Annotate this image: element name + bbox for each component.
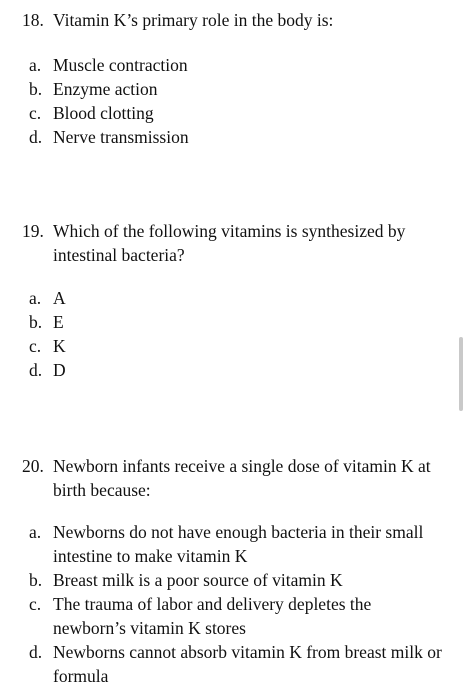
- option-text: A: [53, 288, 66, 308]
- question-text: Which of the following vitamins is synthesized by intestinal bacteria?: [53, 221, 406, 265]
- option-text: Blood clotting: [53, 103, 154, 123]
- scrollbar-thumb[interactable]: [459, 337, 463, 411]
- option-text: Nerve transmission: [53, 127, 189, 147]
- option-letter: a.: [29, 522, 42, 542]
- question-number: 18.: [22, 10, 44, 30]
- question-text: Newborn infants receive a single dose of vitamin K at birth because:: [53, 456, 431, 500]
- option-text: Newborns do not have enough bacteria in their small intestine to make vitamin K: [53, 522, 424, 566]
- option-text: The trauma of labor and delivery depletes the newborn’s vitamin K stores: [53, 594, 372, 638]
- option-letter: a.: [29, 288, 42, 308]
- option-d[interactable]: [0, 640, 468, 688]
- option-text: D: [53, 360, 66, 380]
- option-d[interactable]: [0, 125, 468, 149]
- option-letter: d.: [29, 127, 43, 147]
- option-letter: c.: [29, 336, 42, 356]
- option-text: E: [53, 312, 64, 332]
- option-d[interactable]: [0, 358, 468, 382]
- option-letter: d.: [29, 642, 43, 662]
- option-b[interactable]: [0, 310, 468, 334]
- option-text: Newborns cannot absorb vitamin K from breast milk or formula: [53, 642, 442, 686]
- option-letter: d.: [29, 360, 43, 380]
- question-number: 19.: [22, 221, 44, 241]
- option-text: Breast milk is a poor source of vitamin K: [53, 570, 343, 590]
- option-c[interactable]: [0, 101, 468, 125]
- option-a[interactable]: [0, 286, 468, 310]
- option-text: K: [53, 336, 66, 356]
- option-letter: b.: [29, 312, 43, 332]
- option-b[interactable]: [0, 568, 468, 592]
- question-number: 20.: [22, 456, 44, 476]
- option-letter: c.: [29, 594, 42, 614]
- option-text: Enzyme action: [53, 79, 158, 99]
- option-letter: a.: [29, 55, 42, 75]
- option-text: Muscle contraction: [53, 55, 188, 75]
- option-c[interactable]: [0, 334, 468, 358]
- option-b[interactable]: [0, 77, 468, 101]
- option-c[interactable]: [0, 592, 468, 640]
- option-a[interactable]: [0, 520, 468, 568]
- option-letter: b.: [29, 570, 43, 590]
- option-letter: b.: [29, 79, 43, 99]
- option-a[interactable]: [0, 53, 468, 77]
- option-letter: c.: [29, 103, 42, 123]
- question-text: Vitamin K’s primary role in the body is:: [53, 10, 334, 30]
